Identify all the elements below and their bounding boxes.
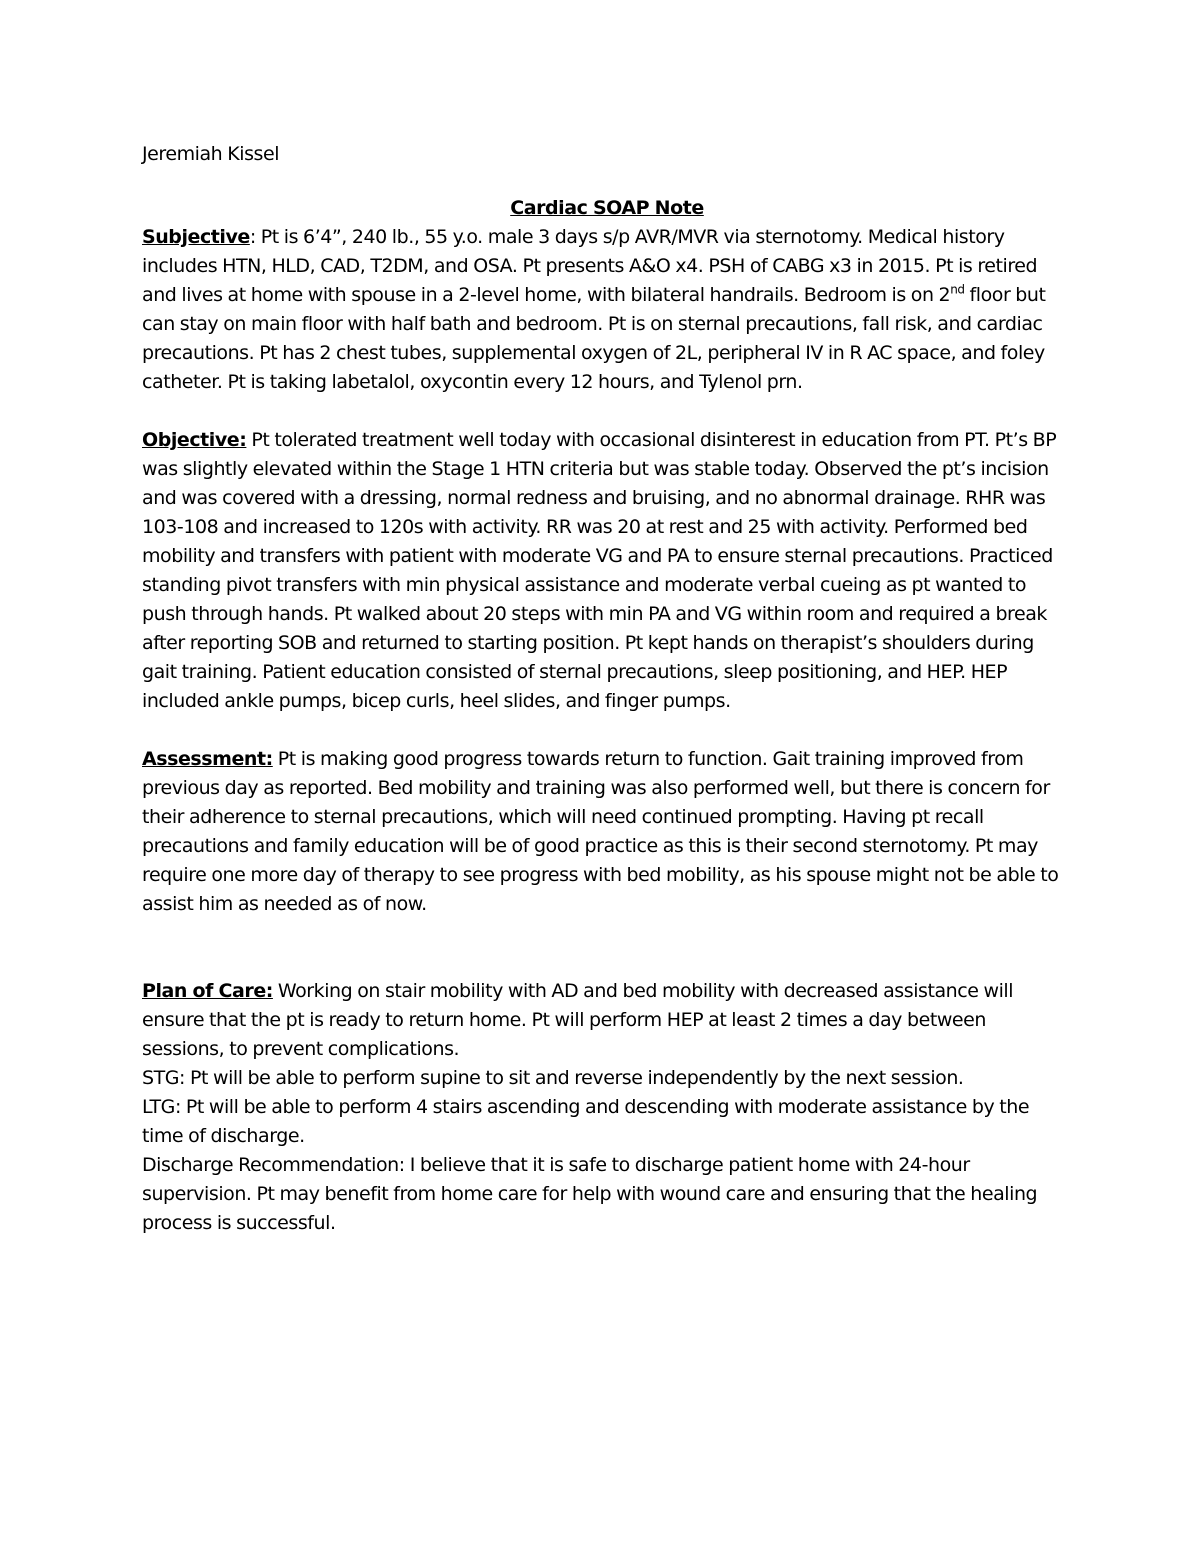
short-term-goal: STG: Pt will be able to perform supine to sit and reverse independently by the next session.	[142, 1067, 964, 1089]
assessment-text: Pt is making good progress towards return to function. Gait training improved from previous day as reported. Bed mobility and training was also performed well, but there is concern for their adherence to sternal precautions, which will need continued prompting. Having pt recall precautions and family education will be of good practice as this is their second sternotomy. Pt may require one more day of therapy to see progress with bed mobility, as his spouse might not be able to assist him as needed as of now.	[142, 748, 1059, 915]
author-name: Jeremiah Kissel	[142, 143, 280, 165]
document-page	[142, 140, 1072, 1238]
subjective-section	[142, 223, 1072, 397]
long-term-goal: LTG: Pt will be able to perform 4 stairs ascending and descending with moderate assistance by the time of discharge.	[142, 1096, 1030, 1147]
ordinal-superscript: nd	[950, 282, 965, 297]
objective-heading: Objective:	[142, 429, 247, 451]
objective-section	[142, 426, 1072, 716]
assessment-heading: Assessment:	[142, 748, 273, 770]
plan-of-care-heading: Plan of Care:	[142, 980, 273, 1002]
assessment-section	[142, 745, 1072, 919]
subjective-heading: Subjective	[142, 226, 250, 248]
subjective-text-part-2: floor but can stay on main floor with half bath and bedroom. Pt is on sternal precautions, fall risk, and cardiac precautions. Pt has 2 chest tubes, supplemental oxygen of 2L, peripheral IV in R AC space, and foley catheter. Pt is taking labetalol, oxycontin every 12 hours, and Tylenol prn.	[142, 284, 1046, 393]
subjective-colon: :	[249, 226, 256, 248]
plan-of-care-section	[142, 977, 1072, 1064]
objective-text: Pt tolerated treatment well today with occasional disinterest in education from PT. Pt’s BP was slightly elevated within the Stage 1 HTN criteria but was stable today. Observed the pt’s incision and was covered with a dressing, normal redness and bruising, and no abnormal drainage. RHR was 103-108 and increased to 120s with activity. RR was 20 at rest and 25 with activity. Performed bed mobility and transfers with patient with moderate VG and PA to ensure sternal precautions. Practiced standing pivot transfers with min physical assistance and moderate verbal cueing as pt wanted to push through hands. Pt walked about 20 steps with min PA and VG within room and required a break after reporting SOB and returned to starting position. Pt kept hands on therapist’s shoulders during gait training. Patient education consisted of sternal precautions, sleep positioning, and HEP. HEP included ankle pumps, bicep curls, heel slides, and finger pumps.	[142, 429, 1057, 712]
subjective-text-part-1: Pt is 6’4”, 240 lb., 55 y.o. male 3 days s/p AVR/MVR via sternotomy. Medical history includes HTN, HLD, CAD, T2DM, and OSA. Pt presents A&O x4. PSH of CABG x3 in 2015. Pt is retired and lives at home with spouse in a 2-level home, with bilateral handrails. Bedroom is on 2	[142, 226, 1038, 306]
discharge-recommendation: Discharge Recommendation: I believe that it is safe to discharge patient home with 24-hour supervision. Pt may benefit from home care for help with wound care and ensuring that the healing process is successful.	[142, 1154, 1038, 1234]
plan-of-care-text: Working on stair mobility with AD and bed mobility with decreased assistance will ensure that the pt is ready to return home. Pt will perform HEP at least 2 times a day between sessions, to prevent complications.	[142, 980, 1014, 1060]
document-title: Cardiac SOAP Note	[510, 197, 704, 219]
